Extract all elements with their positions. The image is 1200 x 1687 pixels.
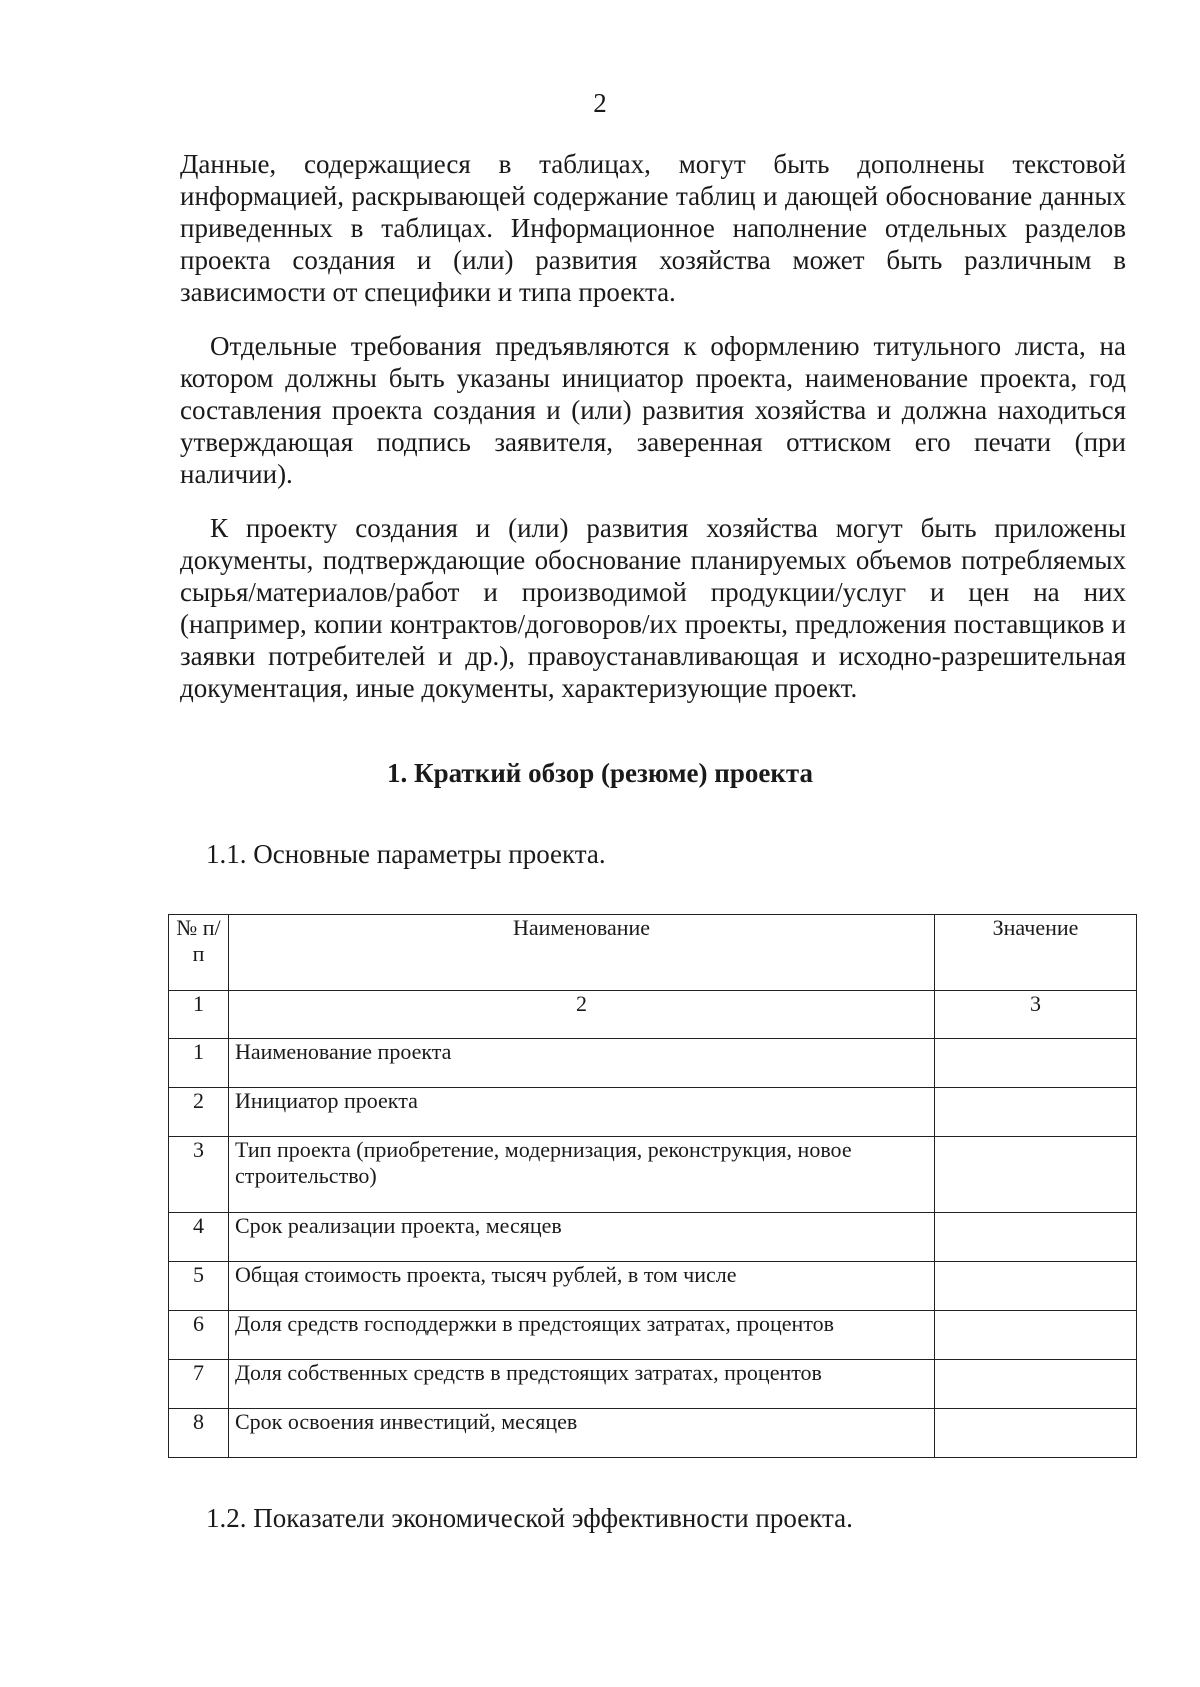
row-name: Срок освоения инвестиций, месяцев bbox=[229, 1409, 935, 1458]
table-row bbox=[169, 1262, 1137, 1311]
project-parameters-table bbox=[168, 914, 1137, 1458]
column-number-1: 1 bbox=[169, 991, 229, 1039]
table-header-row bbox=[169, 915, 1137, 991]
table-column-numbers-row bbox=[169, 991, 1137, 1039]
row-value bbox=[935, 1213, 1137, 1262]
row-name: Тип проекта (приобретение, модернизация, реконструкция, новое строительство) bbox=[229, 1137, 935, 1213]
row-value bbox=[935, 1039, 1137, 1088]
row-index: 3 bbox=[169, 1137, 229, 1213]
row-index: 5 bbox=[169, 1262, 229, 1311]
paragraph-attached-documents: К проекту создания и (или) развития хозяйства могут быть приложены документы, подтверждающие обоснование планируемых объемов потребляемых сырья/материалов/работ и производимой продукции/услуг и цен на них (например, копии контрактов/договоров/их проекты, предложения поставщиков и заявки потребителей и др.), правоустанавливающая и исходно-разрешительная документация, иные документы, характеризующие проект. bbox=[180, 513, 1126, 703]
row-value bbox=[935, 1409, 1137, 1458]
paragraph-title-page-requirements: Отдельные требования предъявляются к оформлению титульного листа, на котором должны быть указаны инициатор проекта, наименование проекта, год составления проекта создания и (или) развития хозяйства и должна находиться утверждающая подпись заявителя, заверенная оттиском его печати (при наличии). bbox=[180, 331, 1126, 489]
header-value: Значение bbox=[935, 915, 1137, 991]
row-name: Общая стоимость проекта, тысяч рублей, в том числе bbox=[229, 1262, 935, 1311]
row-index: 2 bbox=[169, 1088, 229, 1137]
row-value bbox=[935, 1360, 1137, 1409]
row-name: Доля собственных средств в предстоящих затратах, процентов bbox=[229, 1360, 935, 1409]
table-row bbox=[169, 1137, 1137, 1213]
row-index: 1 bbox=[169, 1039, 229, 1088]
row-name: Срок реализации проекта, месяцев bbox=[229, 1213, 935, 1262]
row-value bbox=[935, 1262, 1137, 1311]
subsection-heading-main-parameters: 1.1. Основные параметры проекта. bbox=[206, 839, 606, 869]
table-row bbox=[169, 1088, 1137, 1137]
table-row bbox=[169, 1409, 1137, 1458]
row-index: 8 bbox=[169, 1409, 229, 1458]
row-index: 7 bbox=[169, 1360, 229, 1409]
row-name: Наименование проекта bbox=[229, 1039, 935, 1088]
column-number-3: 3 bbox=[935, 991, 1137, 1039]
page-number: 2 bbox=[593, 88, 607, 118]
row-value bbox=[935, 1137, 1137, 1213]
table-row bbox=[169, 1213, 1137, 1262]
row-name: Инициатор проекта bbox=[229, 1088, 935, 1137]
subsection-heading-economic-efficiency: 1.2. Показатели экономической эффективности проекта. bbox=[206, 1503, 853, 1533]
header-num: № п/п bbox=[169, 915, 229, 991]
column-number-2: 2 bbox=[229, 991, 935, 1039]
table-row bbox=[169, 1311, 1137, 1360]
paragraph-tables-info: Данные, содержащиеся в таблицах, могут быть дополнены текстовой информацией, раскрывающей содержание таблиц и дающей обоснование данных приведенных в таблицах. Информационное наполнение отдельных разделов проекта создания и (или) развития хозяйства может быть различным в зависимости от специфики и типа проекта. bbox=[180, 149, 1126, 307]
row-value bbox=[935, 1311, 1137, 1360]
table-row bbox=[169, 1039, 1137, 1088]
header-name: Наименование bbox=[229, 915, 935, 991]
row-index: 6 bbox=[169, 1311, 229, 1360]
row-index: 4 bbox=[169, 1213, 229, 1262]
row-value bbox=[935, 1088, 1137, 1137]
row-name: Доля средств господдержки в предстоящих затратах, процентов bbox=[229, 1311, 935, 1360]
section-title: 1. Краткий обзор (резюме) проекта bbox=[387, 758, 813, 788]
table-row bbox=[169, 1360, 1137, 1409]
